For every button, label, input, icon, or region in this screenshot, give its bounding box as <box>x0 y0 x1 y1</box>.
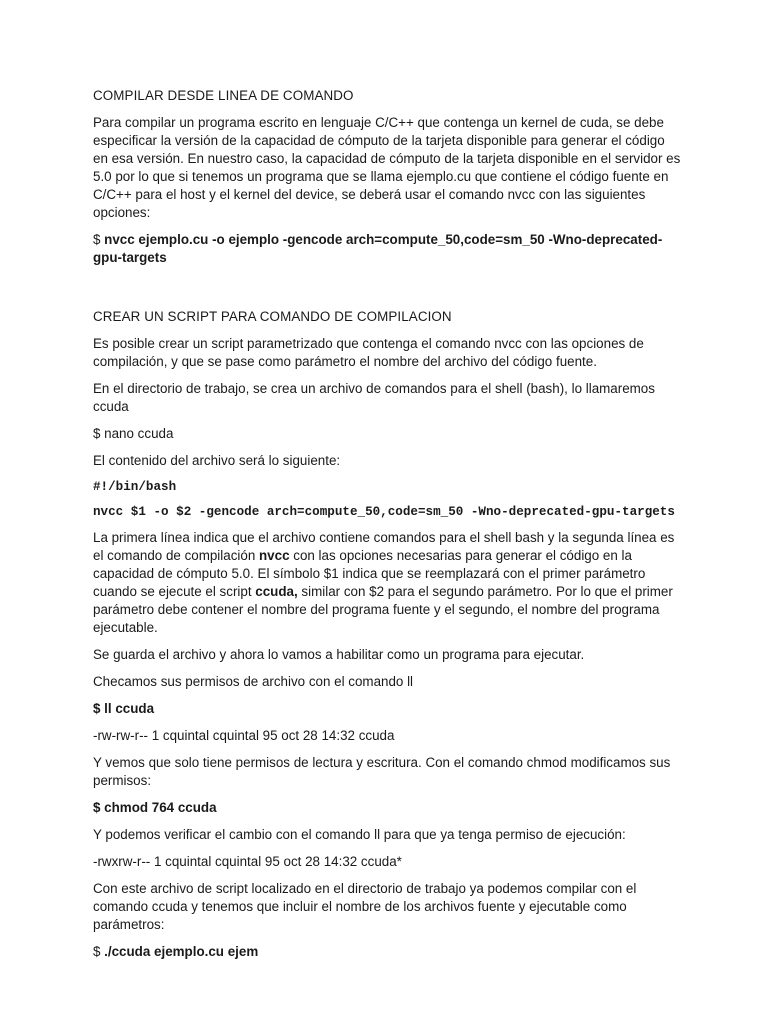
paragraph-permisos: Y vemos que solo tiene permisos de lectura y escritura. Con el comando chmod modificamos sus permisos: <box>93 755 671 788</box>
code-shebang: #!/bin/bash <box>93 480 177 494</box>
ll-output: -rw-rw-r-- 1 cquintal cquintal 95 oct 28 14:32 ccuda <box>93 728 395 743</box>
chmod-prompt: $ <box>93 800 105 815</box>
ll-command-line <box>93 700 683 718</box>
run-prompt: $ <box>93 944 105 959</box>
paragraph-directorio: En el directorio de trabajo, se crea un archivo de comandos para el shell (bash), lo llamaremos ccuda <box>93 381 655 414</box>
paragraph-compilar-script: Con este archivo de script localizado en el directorio de trabajo ya podemos compilar con el comando ccuda y tenemos que incluir el nombre de los archivos fuente y ejecutable como parámetros: <box>93 881 637 932</box>
chmod-command: chmod 764 ccuda <box>104 800 217 815</box>
paragraph-contenido: El contenido del archivo será lo siguiente: <box>93 453 341 468</box>
explanation-text-c: con las opciones necesarias para generar el código en la capacidad de cómputo 5.0. El símbolo $1 indica que se reemplazará con el primer parámetro cuando se ejecute el script <box>93 548 646 599</box>
paragraph-checamos: Checamos sus permisos de archivo con el comando ll <box>93 674 414 689</box>
ll-output-2: -rwxrw-r-- 1 cquintal cquintal 95 oct 28 14:32 ccuda* <box>93 854 402 869</box>
code-nvcc-line: nvcc $1 -o $2 -gencode arch=compute_50,code=sm_50 -Wno-deprecated-gpu-targets <box>93 505 675 519</box>
ll-command: ll ccuda <box>104 701 155 716</box>
run-command-line <box>93 943 683 961</box>
nvcc-command-line <box>93 231 683 267</box>
paragraph-script-intro: Es posible crear un script parametrizado que contenga el comando nvcc con las opciones de compilación, y que se pase como parámetro el nombre del archivo del código fuente. <box>93 336 644 369</box>
prompt-symbol: $ <box>93 232 105 247</box>
explanation-nvcc: nvcc <box>259 548 290 563</box>
paragraph-verificar: Y podemos verificar el cambio con el comando ll para que ya tenga permiso de ejecución: <box>93 827 626 842</box>
paragraph-intro: Para compilar un programa escrito en lenguaje C/C++ que contenga un kernel de cuda, se debe especificar la versión de la capacidad de cómputo de la tarjeta disponible para generar el código en esa versión. En nuestro caso, la capacidad de cómputo de la tarjeta disponible en el servidor es 5.0 por lo que si tenemos un programa que se llama ejemplo.cu que contiene el código fuente en C/C++ para el host y el kernel del device, se deberá usar el comando nvcc con las siguientes opciones: <box>93 115 681 220</box>
explanation-text-a: La primera línea indica que el archivo contiene comandos para el shell bash y la segunda línea es el comando de compilación <box>93 530 675 563</box>
explanation-text-e: similar con $2 para el segundo parámetro. Por lo que el primer parámetro debe contener el nombre del programa fuente y el segundo, el nombre del programa ejecutable. <box>93 584 673 635</box>
chmod-command-line <box>93 799 683 817</box>
document-page <box>93 87 683 970</box>
section-heading-compilar: COMPILAR DESDE LINEA DE COMANDO <box>93 88 354 103</box>
section-gap <box>93 276 683 308</box>
paragraph-guarda: Se guarda el archivo y ahora lo vamos a habilitar como un programa para ejecutar. <box>93 647 585 662</box>
paragraph-explanation <box>93 529 683 637</box>
run-command: ./ccuda ejemplo.cu ejem <box>104 944 259 959</box>
nano-command: $ nano ccuda <box>93 426 174 441</box>
explanation-ccuda: ccuda, <box>255 584 298 599</box>
section-heading-script: CREAR UN SCRIPT PARA COMANDO DE COMPILACION <box>93 309 452 324</box>
ll-prompt: $ <box>93 701 105 716</box>
nvcc-command: nvcc ejemplo.cu -o ejemplo -gencode arch=compute_50,code=sm_50 -Wno-deprecated-gpu-targets <box>93 232 663 265</box>
